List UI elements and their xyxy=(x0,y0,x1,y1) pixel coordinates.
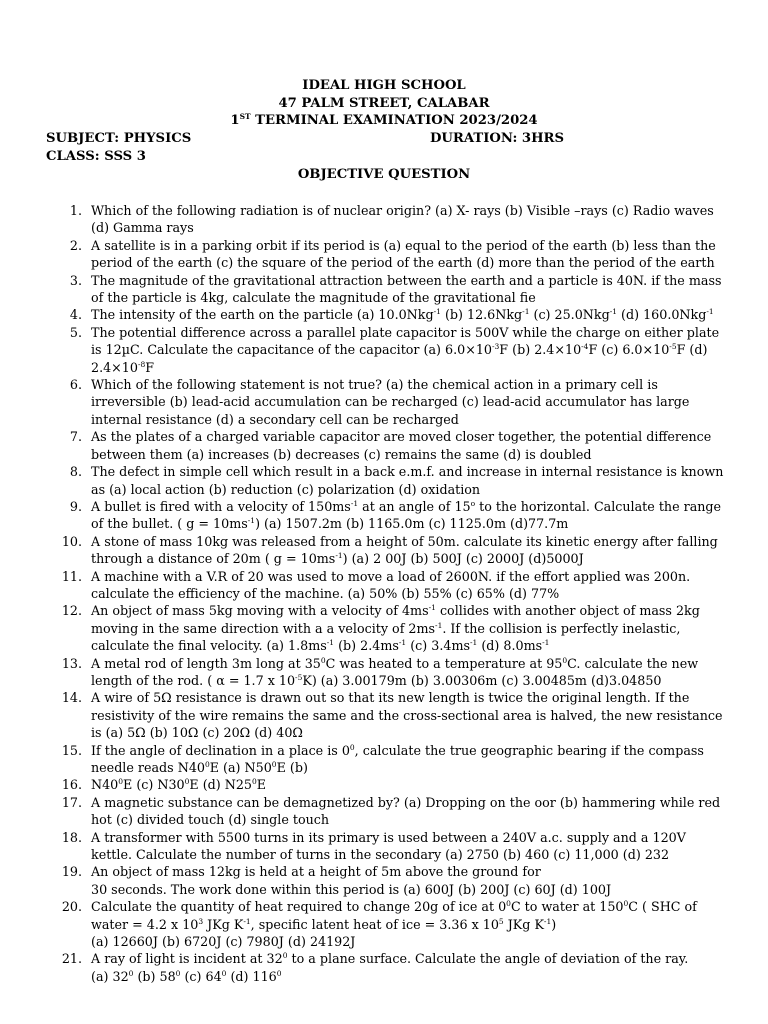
exam-title xyxy=(0,112,768,130)
question-item xyxy=(0,272,768,307)
superscript: -1 xyxy=(335,551,343,561)
question-item xyxy=(0,689,768,741)
question-text: A wire of 5Ω resistance is drawn out so that its new length is twice the original length. If the resistivity of the wire remains the same and the cross-sectional area is halved, the new resistance is (a) 5Ω (b) 10Ω (c) 20Ω (d) 40Ω xyxy=(91,690,723,741)
question-text: to a plane surface. Calculate the angle of deviation of the ray. xyxy=(287,951,689,967)
question-text: E (c) N30 xyxy=(123,777,185,793)
question-item xyxy=(0,306,768,323)
superscript: 0 xyxy=(175,968,181,978)
question-number: 18. xyxy=(61,829,82,845)
question-text: ) xyxy=(551,916,557,932)
question-text: (d) 116 xyxy=(226,968,277,984)
superscript: -1 xyxy=(350,498,359,508)
class-label: CLASS: SSS 3 xyxy=(46,149,146,164)
question-text: C ( SHC of water = 4.2 x 10 xyxy=(91,899,697,932)
question-number: 19. xyxy=(61,864,82,880)
question-number: 13. xyxy=(61,655,82,671)
superscript: 0 xyxy=(128,968,134,978)
superscript: -4 xyxy=(581,342,589,352)
question-text: C was heated to a temperature at 95 xyxy=(325,655,563,671)
question-item xyxy=(0,602,768,654)
question-text: 30 seconds. The work done within this period is (a) 600J (b) 200J (c) 60J (d) 100J xyxy=(91,881,612,897)
question-text: An object of mass 5kg moving with a velocity of 4ms xyxy=(91,603,429,619)
question-text: E xyxy=(256,777,267,793)
question-text: An object of mass 12kg is held at a height of 5m above the ground for xyxy=(91,864,541,880)
question-list xyxy=(0,202,768,985)
question-text: Which of the following radiation is of nuclear origin? (a) X- rays (b) Visible –rays (c) Radio waves (d) Gamma rays xyxy=(91,203,714,236)
superscript: 0 xyxy=(221,968,227,978)
question-text: As the plates of a charged variable capacitor are moved closer together, the potential difference between them (a) increases (b) decreases (c) remains the same (d) is doubled xyxy=(91,429,712,462)
superscript: o xyxy=(470,498,476,508)
superscript: 0 xyxy=(282,951,288,961)
superscript: -8 xyxy=(137,359,146,369)
question-text: (b) 12.6Nkg xyxy=(440,307,523,323)
superscript: -1 xyxy=(428,603,436,613)
question-text: A bullet is fired with a velocity of 150ms xyxy=(91,498,351,514)
superscript: -1 xyxy=(398,638,407,648)
superscript: -1 xyxy=(522,307,530,317)
question-number: 8. xyxy=(69,464,82,480)
question-text: (d) 160.0Nkg xyxy=(617,307,707,323)
question-text: (b) 2.4ms xyxy=(334,638,399,654)
question-text: A transformer with 5500 turns in its primary is used between a 240V a.c. supply and a 120V kettle. Calculate the number of turns in the secondary (a) 2750 (b) 460 (c) 11,000 (d) 232 xyxy=(91,829,686,863)
question-item xyxy=(0,568,768,603)
superscript: 0 xyxy=(623,899,629,909)
superscript: 0 xyxy=(204,760,210,769)
superscript: 0 xyxy=(349,742,355,752)
question-item xyxy=(0,863,768,898)
question-number: 17. xyxy=(61,794,82,810)
question-text: A magnetic substance can be demagnetized by? (a) Dropping on the oor (b) hammering while red hot (c) divided touch (d) single touch xyxy=(91,794,721,828)
superscript: -1 xyxy=(609,307,618,317)
superscript: -5 xyxy=(669,342,677,352)
question-item xyxy=(0,794,768,829)
question-text: collides with another object of mass 2kg moving in the same direction with a a velocity of 2ms xyxy=(91,603,700,636)
question-number: 14. xyxy=(61,690,82,706)
superscript: -1 xyxy=(543,916,552,926)
question-number: 7. xyxy=(69,429,82,445)
question-number: 20. xyxy=(61,899,82,915)
question-number: 12. xyxy=(61,603,82,619)
question-number: 5. xyxy=(69,324,82,340)
question-text: (c) 64 xyxy=(180,968,222,984)
question-item xyxy=(0,237,768,272)
question-number: 15. xyxy=(61,742,82,758)
question-number: 1. xyxy=(69,203,82,218)
question-text: . If the collision is perfectly inelastic, calculate the final velocity. (a) 1.8ms xyxy=(91,620,681,654)
superscript: 0 xyxy=(271,760,277,769)
exam-title-rest: TERMINAL EXAMINATION 2023/2024 xyxy=(250,113,538,128)
question-text: (a) 12660J (b) 6720J (c) 7980J (d) 24192J xyxy=(91,934,356,950)
superscript: -1 xyxy=(326,638,335,648)
question-text: E (b) xyxy=(276,760,308,775)
question-text: (b) 58 xyxy=(133,968,176,984)
question-text: A machine with a V.R of 20 was used to move a load of 2600N. if the effort applied was 200n. calculate the efficiency of the machine. (a) 50% (b) 55% (c) 65% (d) 77% xyxy=(91,568,691,601)
duration-label: DURATION: 3HRS xyxy=(430,131,565,146)
superscript: 0 xyxy=(320,655,326,665)
superscript: 5 xyxy=(498,916,504,926)
question-text: F (c) 6.0×10 xyxy=(588,342,670,358)
superscript: 0 xyxy=(562,655,568,665)
question-item xyxy=(0,950,768,985)
exam-ordinal: 1 xyxy=(230,113,240,128)
superscript: -1 xyxy=(706,307,714,317)
question-item xyxy=(0,533,768,568)
superscript: -3 xyxy=(491,342,500,352)
question-item xyxy=(0,776,768,793)
question-item xyxy=(0,829,768,864)
superscript: -1 xyxy=(435,620,443,630)
question-text: E (a) N50 xyxy=(209,760,272,775)
question-text: , calculate the true geographic bearing if the compass needle reads N40 xyxy=(91,742,704,775)
question-text: The intensity of the earth on the particle (a) 10.0Nkg xyxy=(91,307,434,323)
subject-label: SUBJECT: PHYSICS xyxy=(46,131,192,146)
question-item xyxy=(0,202,768,237)
superscript: -1 xyxy=(542,638,550,648)
question-text: A satellite is in a parking orbit if its period is (a) equal to the period of the earth (b) less than the period of the earth (c) the square of the period of the earth (d) more than the period of the earth xyxy=(91,237,716,271)
question-text: E (d) N25 xyxy=(189,777,253,793)
question-text: C to water at 150 xyxy=(510,899,624,915)
question-text: at an angle of 15 xyxy=(358,498,471,514)
superscript: 0 xyxy=(252,777,257,787)
question-text: F (d) 2.4×10 xyxy=(91,342,708,375)
superscript: -1 xyxy=(243,916,251,926)
question-text: (c) 3.4ms xyxy=(406,638,470,654)
question-text: ) (a) 2 00J (b) 500J (c) 2000J (d)5000J xyxy=(342,551,584,567)
exam-ordinal-suffix: ST xyxy=(239,112,251,121)
question-text: F xyxy=(145,359,155,375)
question-text: N40 xyxy=(91,777,119,793)
question-item xyxy=(0,463,768,498)
section-title: OBJECTIVE QUESTION xyxy=(297,167,471,182)
school-name: IDEAL HIGH SCHOOL xyxy=(302,78,466,93)
question-text: A stone of mass 10kg was released from a height of 50m. calculate its kinetic energy after falling through a distance of 20m ( g = 10ms xyxy=(91,533,718,567)
question-number: 4. xyxy=(69,307,82,323)
question-item xyxy=(0,324,768,376)
question-item xyxy=(0,898,768,950)
question-text: The magnitude of the gravitational attraction between the earth and a particle is 40N. if the mass of the particle is 4kg, calculate the magnitude of the gravitational fie xyxy=(91,272,722,306)
question-item xyxy=(0,655,768,690)
question-item xyxy=(0,376,768,428)
question-text: Calculate the quantity of heat required to change 20g of ice at 0 xyxy=(91,899,507,915)
question-text: If the angle of declination in a place is 0 xyxy=(91,742,350,758)
superscript: -5 xyxy=(295,672,303,682)
question-number: 11. xyxy=(61,568,82,584)
question-text: Which of the following statement is not true? (a) the chemical action in a primary cell is irreversible (b) lead-acid accumulation can be recharged (c) lead-acid accumulator has large internal resistance (d) a secondary cell can be recharged xyxy=(91,377,690,427)
question-text: (c) 25.0Nkg xyxy=(529,307,610,323)
question-number: 3. xyxy=(69,272,82,288)
superscript: -1 xyxy=(433,307,441,317)
question-text: (a) 32 xyxy=(91,968,129,984)
question-text: The defect in simple cell which result in a back e.m.f. and increase in internal resistance is known as (a) local action (b) reduction (c) polarization (d) oxidation xyxy=(91,464,724,497)
question-number: 9. xyxy=(69,498,82,514)
superscript: 3 xyxy=(198,916,204,926)
question-text: K) (a) 3.00179m (b) 3.00306m (c) 3.00485m (d)3.04850 xyxy=(302,672,662,688)
superscript: 0 xyxy=(506,899,511,909)
question-item xyxy=(0,498,768,533)
question-number: 6. xyxy=(69,377,82,393)
question-text: C. calculate the new length of the rod. ( α = 1.7 x 10 xyxy=(91,655,699,688)
question-number: 10. xyxy=(61,533,82,549)
question-text: JKg K xyxy=(503,916,544,932)
question-text: (d) 8.0ms xyxy=(477,638,543,654)
question-text: to the horizontal. Calculate the range of the bullet. ( g = 10ms xyxy=(91,498,722,532)
question-text: JKg K xyxy=(203,916,244,932)
question-item xyxy=(0,742,768,777)
superscript: -1 xyxy=(247,516,256,526)
question-text: , specific latent heat of ice = 3.36 x 10 xyxy=(250,916,499,932)
superscript: -1 xyxy=(470,638,478,648)
question-number: 21. xyxy=(61,951,82,967)
superscript: 0 xyxy=(118,777,124,787)
superscript: 0 xyxy=(276,968,282,978)
question-number: 16. xyxy=(61,777,82,793)
school-address: 47 PALM STREET, CALABAR xyxy=(278,96,490,111)
question-text: ) (a) 1507.2m (b) 1165.0m (c) 1125.0m (d)77.7m xyxy=(255,516,569,532)
question-item xyxy=(0,428,768,463)
question-text: The potential difference across a parallel plate capacitor is 500V while the charge on either plate is 12µC. Calculate the capacitance of the capacitor (a) 6.0×10 xyxy=(91,324,720,358)
question-text: F (b) 2.4×10 xyxy=(499,342,582,358)
question-text: A metal rod of length 3m long at 35 xyxy=(91,655,321,671)
superscript: 0 xyxy=(184,777,190,787)
question-text: A ray of light is incident at 32 xyxy=(91,951,283,967)
question-number: 2. xyxy=(69,237,82,253)
